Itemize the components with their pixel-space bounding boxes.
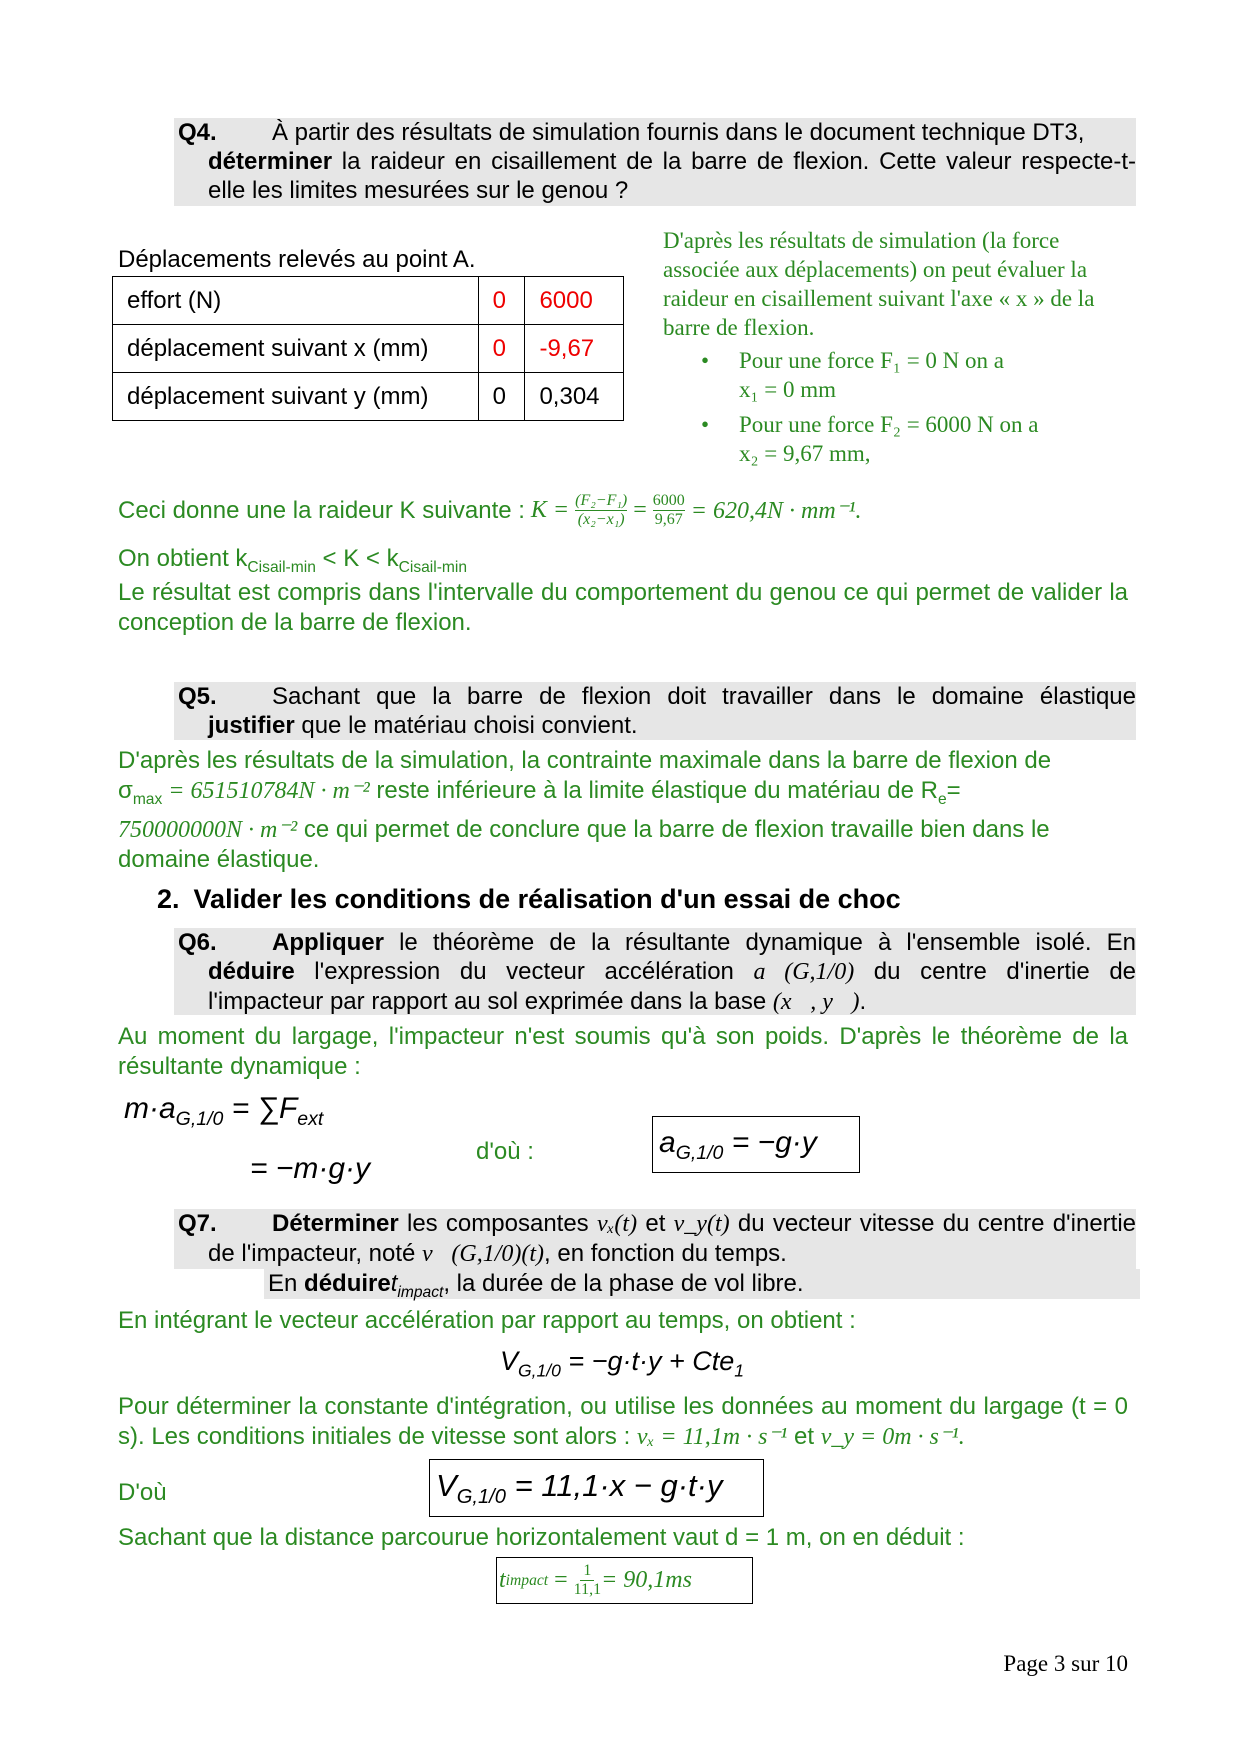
bullet-text: x₁ = 0 mm [739,377,837,402]
section-number: 2. [157,884,180,914]
section-title: Valider les conditions de réalisation d'un essai de choc [193,884,901,914]
question-q6 [174,928,1136,1015]
cell: 0 [478,277,525,325]
k-text: Ceci donne une la raideur K suivante : [118,496,525,524]
cell: 0 [478,373,525,421]
text: En [268,1270,305,1297]
table-row [113,325,624,373]
text: et [787,1423,821,1450]
displacement-table [112,276,624,421]
velocity-equation [500,1346,744,1381]
intro-text: D'après les résultats de simulation (la force associée aux déplacements) on peut évaluer la raideur en cisaillement suivant l'axe « x » de la barre de flexion. [663,228,1095,340]
math: v⃗(G,1/0)(t) [422,1241,545,1267]
dou-label: d'où : [476,1138,534,1165]
sub: G,1/0 [518,1360,561,1381]
text: , la durée de la phase de vol libre. [443,1270,804,1297]
sub: impact [505,1571,549,1589]
math: a⃗(G,1/0) [753,959,855,985]
bullet-text: Pour une force F₂ = 6000 N on a [739,412,1039,437]
q4-bold: déterminer [208,148,333,175]
math: = [554,1567,568,1593]
bullet-item: • Pour une force F₂ = 6000 N on a x₂ = 9,67 mm, [701,412,1039,466]
velocity-result-box [429,1459,764,1517]
table-row [113,373,624,421]
q5-bold: justifier [208,712,295,739]
sub: e [937,790,947,808]
acceleration-result-box [652,1116,860,1173]
impact-time-box [496,1557,753,1604]
bullet-text: x₂ = 9,67 mm, [739,441,871,466]
fraction-den: (x₂−x₁) [577,511,625,528]
math: t [390,1270,398,1297]
result-text: Le résultat est compris dans l'intervalle du comportement du genou ce qui permet de valider la conception de la barre de flexion. [118,579,1128,636]
sub: G,1/0 [456,1486,506,1509]
q7-bold: déduire [304,1270,391,1297]
equation-weight: = −m·g·y [250,1152,371,1185]
cell-label: déplacement suivant y (mm) [113,373,479,421]
text: Pour déterminer la constante d'intégration, ou utilise les données au moment du largage (t = 0 s). Les conditions initiales de vitesse sont alors : [118,1393,1128,1450]
q4-number: Q4. [178,119,217,146]
cell: 6000 [525,277,624,325]
sub: ext [297,1108,324,1130]
sub: max [132,790,163,808]
text: = [946,777,961,804]
question-q7 [174,1209,1136,1269]
page-number: Page 3 sur 10 [1003,1651,1128,1676]
fraction-den: 9,67 [654,511,683,528]
math: a [659,1126,676,1159]
question-q5 [174,682,1136,740]
text: les composantes [398,1210,597,1237]
math: (x⃗, y⃗) [772,989,860,1015]
math: vₓ(t) [596,1211,638,1237]
sub: impact [397,1283,444,1301]
cell: 0 [478,325,525,373]
inequality [118,545,467,577]
math: = 11,1·x − g·t·y [505,1468,723,1503]
cell-label: effort (N) [113,277,479,325]
math: V [436,1468,457,1503]
question-q4 [174,118,1136,206]
math: = −g·y [723,1126,817,1159]
dou-label: D'où [118,1479,167,1506]
q4-text2: la raideur en cisaillement de la barre de flexion. Cette valeur respecte-t-elle les limites mesurées sur le genou ? [208,148,1136,204]
stiffness-formula: Ceci donne une la raideur K suivante : K = $\frac{\text{(F₂−F₁)}}{\text{(x₂−x₁)}}$ = $\frac{6000}{9,67}$ = 620,4N · mm⁻¹. [118,492,862,528]
cell: -9,67 [525,325,624,373]
answer-q7-distance: Sachant que la distance parcourue horizontalement vaut d = 1 m, on en déduit : [118,1524,965,1551]
text: D'après les résultats de la simulation, la contrainte maximale dans la barre de flexion de [118,747,1052,774]
re-value: 750000000N · m⁻² [118,816,298,843]
sub: 1 [734,1360,744,1381]
q5-text: Sachant que la barre de flexion doit travailler dans le domaine élastique [272,683,1136,710]
sigma-value: = 651510784N · m⁻² [162,778,370,804]
math: m·a [124,1092,176,1125]
section-heading [157,884,901,915]
answer-q6-text: Au moment du largage, l'impacteur n'est soumis qu'à son poids. D'après le théorème de la résultante dynamique : [118,1023,1128,1080]
q5-number: Q5. [178,683,217,710]
bullet-item: • Pour une force F₁ = 0 N on a x₁ = 0 mm [701,348,1004,402]
text: , en fonction du temps. [544,1240,787,1267]
answer-q5 [118,746,1128,875]
math: V [500,1346,519,1376]
sub: Cisail-min [247,558,316,576]
text: l'expression du vecteur accélération [294,958,754,985]
sub: G,1/0 [675,1142,724,1164]
text: . [859,988,867,1015]
text: ce qui permet de conclure que la barre de flexion travaille bien dans le domaine élastique. [118,815,1050,873]
k-lhs: K = [530,497,570,523]
k-result: = 620,4N · mm⁻¹. [690,498,862,524]
math: v_y(t) [673,1211,730,1237]
table-row [113,277,624,325]
fraction-num: (F₂−F₁) [575,492,628,509]
q6-bold: déduire [208,958,295,985]
q5-text2: que le matériau choisi convient. [294,712,638,739]
text: du centre d'inertie de l'impacteur par rapport au sol exprimée dans la base [208,958,1137,1015]
bullet-text: Pour une force F₁ = 0 N on a [739,348,1004,373]
math: = 90,1ms [601,1567,692,1593]
text: du vecteur vitesse du centre d'inertie de l'impacteur, noté [208,1210,1137,1267]
table-caption: Déplacements relevés au point A. [118,246,476,273]
text: et [637,1210,674,1237]
math: t [499,1567,506,1593]
cell: 0,304 [525,373,624,421]
sigma: σ [118,777,133,804]
text: reste inférieure à la limite élastique du matériau de R [369,777,938,804]
math: = ∑F [223,1092,298,1125]
text: On obtient k [118,545,248,572]
sub: Cisail-min [398,558,468,576]
math: vₓ = 11,1m · s⁻¹ [636,1424,788,1450]
text: le théorème de la résultante dynamique à l'ensemble isolé. En [384,929,1136,956]
fraction-num: 1 [580,1562,594,1581]
question-q7-line2 [264,1269,1140,1299]
q4-text: À partir des résultats de simulation fournis dans le document technique DT3, [272,119,1085,146]
text: < K < k [315,545,399,572]
cell-label: déplacement suivant x (mm) [113,325,479,373]
q6-bold: Appliquer [272,929,384,956]
q7-number: Q7. [178,1210,217,1237]
answer-q7-intro: En intégrant le vecteur accélération par rapport au temps, on obtient : [118,1307,856,1334]
answer-q7-conditions [118,1392,1128,1452]
sub: G,1/0 [175,1108,224,1130]
fraction-num: 6000 [652,492,685,509]
q6-number: Q6. [178,929,217,956]
fraction-den: 11,1 [573,1581,602,1598]
math: v_y = 0m · s⁻¹. [820,1424,965,1450]
math: = −g·t·y + Cte [560,1346,735,1376]
q7-bold: Déterminer [272,1210,399,1237]
answer-q4-intro [663,226,1133,468]
equation-newton [124,1092,323,1131]
